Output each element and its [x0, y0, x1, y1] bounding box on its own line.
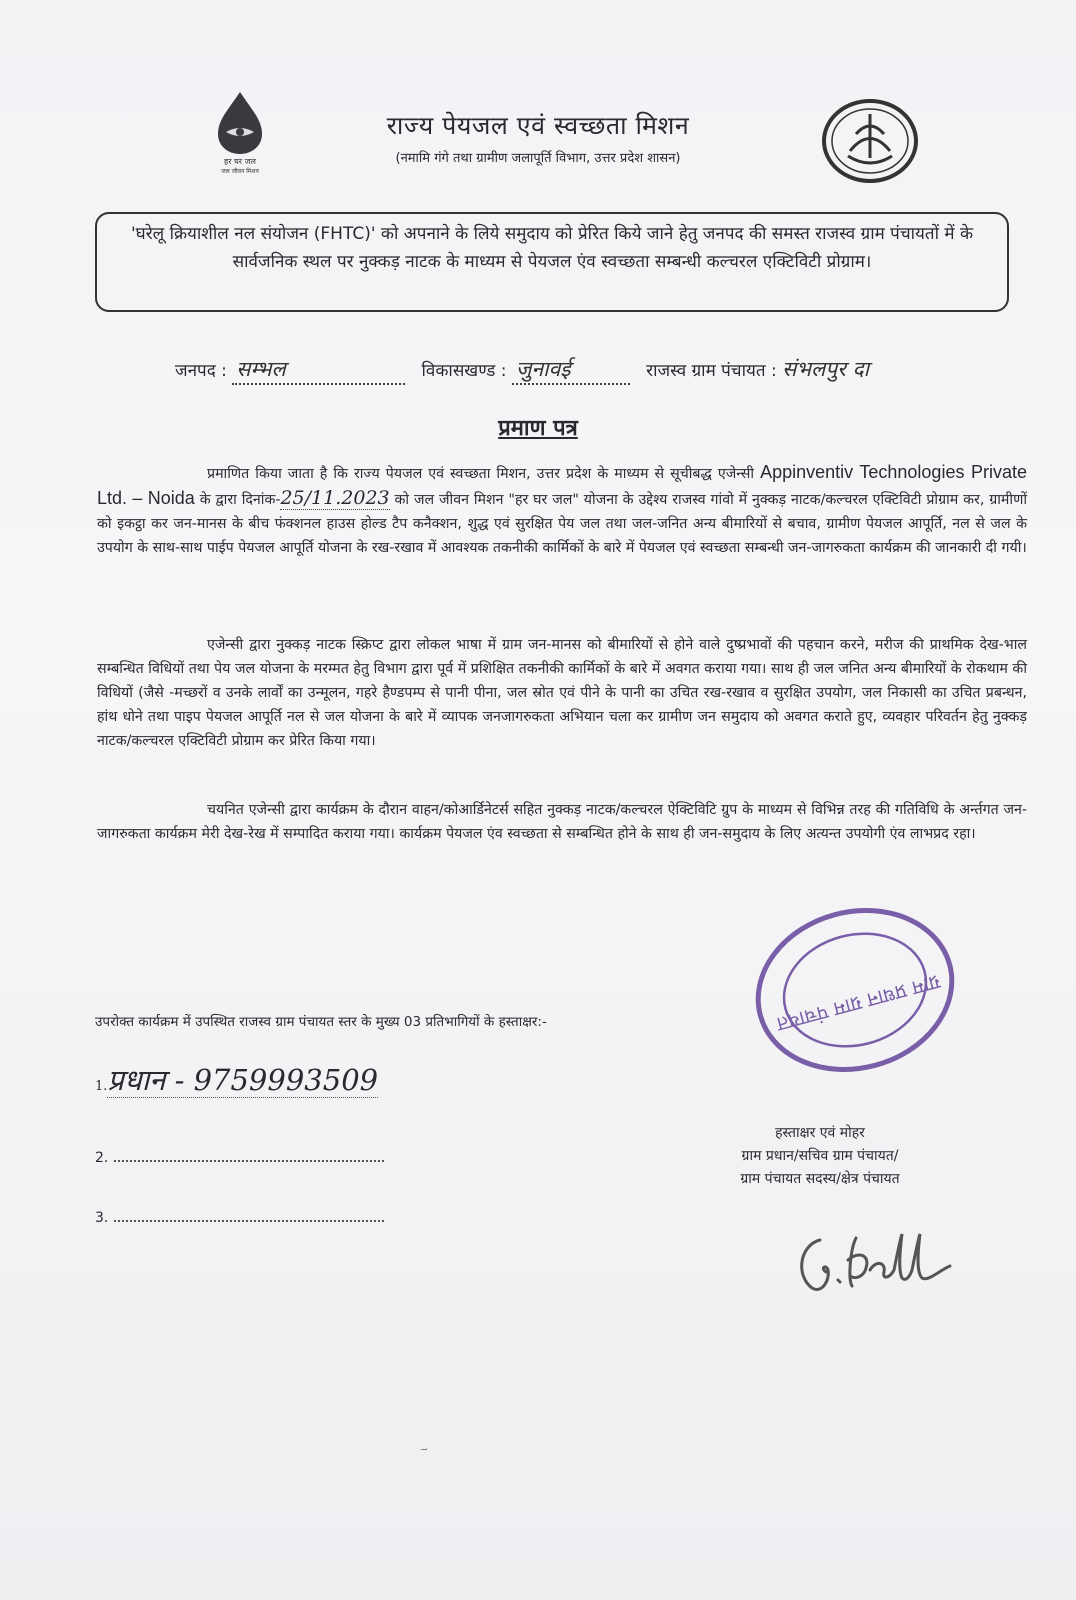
- certificate-paragraph-2: [97, 633, 1027, 753]
- para1-date-prefix: के द्वारा दिनांक-: [199, 492, 281, 508]
- program-banner: 'घरेलू क्रियाशील नल संयोजन (FHTC)' को अपनाने के लिये समुदाय को प्रेरित किये जाने हेतु जनपद की समस्त राजस्व ग्राम पंचायतों में के सार्वजनिक स्थल पर नुक्कड़ नाटक के माध्यम से पेयजल एंव स्वच्छता सम्बन्धी कल्चरल एक्टिविटी प्रोग्राम।: [95, 212, 1009, 312]
- participant-1-number: 1.: [95, 1079, 108, 1094]
- signatory-block: [690, 1122, 950, 1191]
- vikaskhand-value: जुनावई: [515, 357, 571, 381]
- janpad-value: सम्भल: [236, 357, 286, 381]
- certificate-paragraph-1: [97, 460, 1027, 560]
- gram-panchayat-label: राजस्व ग्राम पंचायत :: [646, 361, 777, 381]
- para2-text: एजेन्सी द्वारा नुक्कड़ नाटक स्क्रिप्ट द्वारा लोकल भाषा में ग्राम जन-मानस को बीमारियों से होने वाले दुष्प्रभावों की पहचान करने, मरीज की प्राथमिक देख-भाल सम्बन्धित विधियों तथा पेय जल योजना के मरम्मत हेतु विभाग द्वारा पूर्व में प्रशिक्षित तकनीकी कार्मिकों के बारे में अवगत कराया गया। साथ ही जल जनित अन्य बीमारियों के रोकथाम की विधियों (जैसे -मच्छरों व उनके लार्वों का उन्मूलन, गहरे हैण्डपम्प से पानी पीना, जल स्रोत एवं पीने के पानी का उचित रख-रखाव व सुरक्षित उपयोग, जल निकासी का उचित प्रबन्धन, हांथ धोने तथा पाइप पेयजल आपूर्ति नल से जल योजना के बारे में व्यापक जनजागरुकता अभियान चला कर ग्रामीण जन समुदाय को अवगत कराते हुए, व्यवहार परिवर्तन हेतु नुक्कड़ नाटक/कल्चरल एक्टिविटी प्रोग्राम कर प्रेरित किया गया।: [97, 637, 1027, 749]
- vikaskhand-field: [512, 355, 630, 385]
- janpad-label: जनपद :: [175, 361, 227, 381]
- participant-line-2: [95, 1150, 384, 1166]
- handwritten-signature: [790, 1220, 1010, 1300]
- signatory-line-3: ग्राम पंचायत सदस्य/क्षेत्र पंचायत: [740, 1171, 900, 1187]
- participant-line-1: [95, 1060, 378, 1099]
- agency-name: Appinventiv Technologies Private Ltd. – Noida: [97, 462, 1027, 508]
- page-subtitle: (नमामि गंगे तथा ग्रामीण जलापूर्ति विभाग, उत्तर प्रदेश शासन): [395, 151, 681, 166]
- para1-start: प्रमाणित किया जाता है कि राज्य पेयजल एवं स्वच्छता मिशन, उत्तर प्रदेश के माध्यम से सूचीबद्ध एजेन्सी: [207, 466, 755, 482]
- participants-label: उपरोक्त कार्यक्रम में उपस्थित राजस्व ग्राम पंचायत स्तर के मुख्य 03 प्रतिभागियों के हस्ताक्षर:-: [95, 1014, 547, 1030]
- para1-rest: को जल जीवन मिशन "हर घर जल" योजना के उद्देश्य राजस्व गांवो में नुक्कड़ नाटक/कल्चरल एक्टिविटी प्रोग्राम कर, ग्रामीणों को इकट्ठा कर जन-मानस के बीच फंक्शनल हाउस होल्ड टैप कनैक्शन, शुद्ध एवं सुरक्षित पेय जल तथा जल-जनित अन्य बीमारियों से बचाव, ग्रामीण पेयजल आपूर्ति, नल से जल के उपयोग के साथ-साथ पाईप पेयजल आपूर्ति योजना के रख-रखाव में आवश्यक तकनीकी कार्मिकों के बारे में पेयजल एवं स्वच्छता सम्बन्धी जन-जागरुकता कार्यक्रम की जानकारी दी गयी।: [97, 492, 1028, 556]
- participant-line-3: [95, 1210, 384, 1226]
- svg-text:जल जीवन मिशन: जल जीवन मिशन: [221, 168, 259, 175]
- signatory-line-1: हस्ताक्षर एवं मोहर: [775, 1125, 865, 1141]
- certificate-paragraph-3: [97, 798, 1027, 846]
- para3-text: चयनित एजेन्सी द्वारा कार्यक्रम के दौरान वाहन/कोआर्डिनेटर्स सहित नुक्कड़ नाटक/कल्चरल ऐक्टिविटि ग्रुप के माध्यम से विभिन्न तरह की गतिविधि के अर्न्तगत जन-जागरुकता कार्यक्रम मेरी देख-रेख में सम्पादित कराया गया। कार्यक्रम पेयजल एंव स्वच्छता से सम्बन्धित होने के साथ ही जन-समुदाय के लिए अत्यन्त उपयोगी एंव लाभप्रद रहा।: [97, 802, 1027, 842]
- vikaskhand-label: विकासखण्ड :: [421, 361, 507, 381]
- page-title: राज्य पेयजल एवं स्वच्छता मिशन: [386, 111, 690, 140]
- location-fields: [175, 355, 869, 385]
- participant-2-number: 2.: [95, 1150, 109, 1166]
- participant-3-number: 3.: [95, 1210, 109, 1226]
- certificate-title: प्रमाण पत्र: [498, 416, 578, 441]
- janpad-field: [232, 355, 405, 385]
- participant-1-value: प्रधान - 9759993509: [107, 1063, 379, 1097]
- event-date: 25/11.2023: [280, 487, 390, 509]
- svg-text:हर घर जल: हर घर जल: [224, 157, 256, 166]
- gram-panchayat-value: संभलपुर दा: [782, 357, 870, 381]
- signatory-line-2: ग्राम प्रधान/सचिव ग्राम पंचायत/: [741, 1148, 899, 1164]
- official-stamp: [745, 905, 965, 1075]
- stamp-text: ग्राम प्रधान ग्राम पंचायत: [774, 970, 943, 1037]
